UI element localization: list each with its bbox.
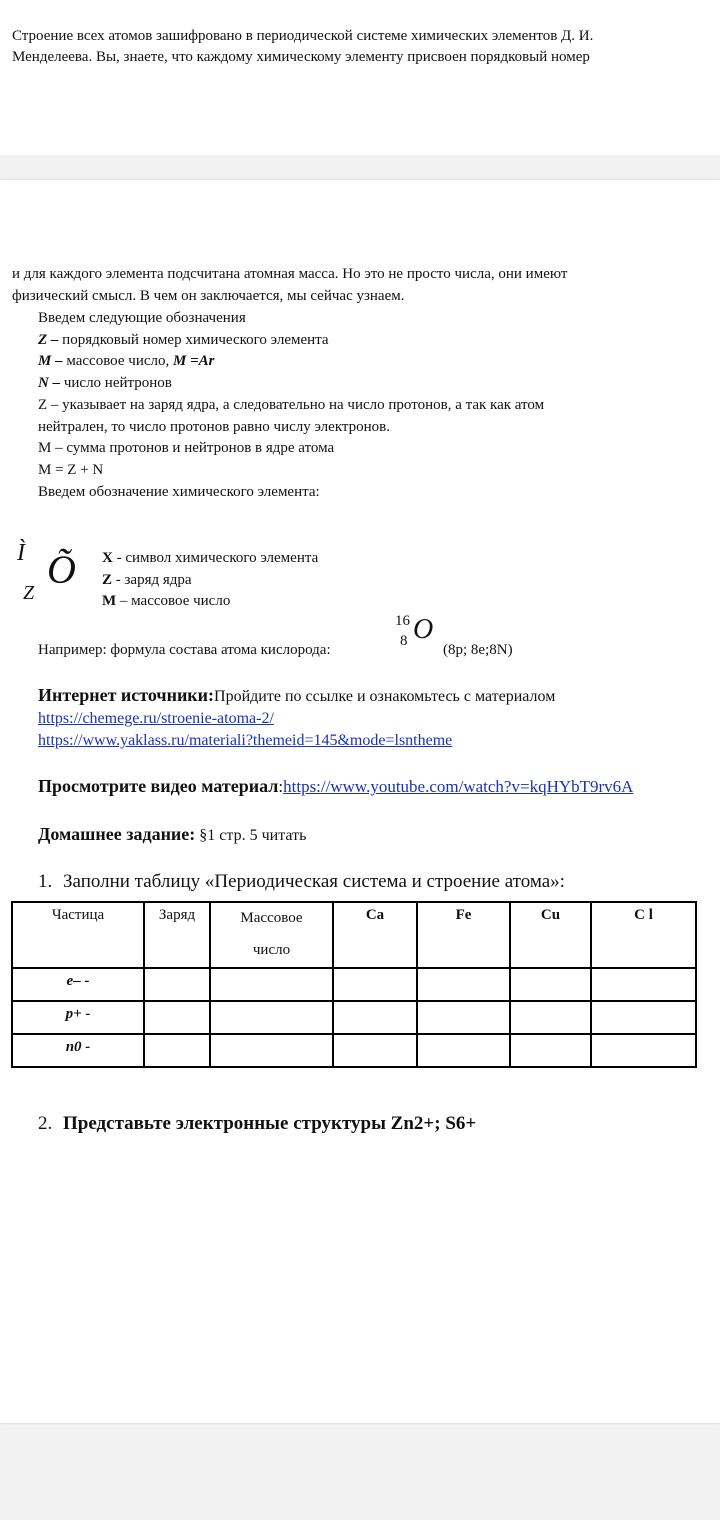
link-line: [38, 709, 274, 729]
video-line: [38, 776, 633, 797]
n-symbol: N –: [38, 375, 61, 391]
table-cell[interactable]: [333, 1034, 417, 1067]
table-cell[interactable]: [417, 968, 510, 1001]
header-cl: C l: [591, 902, 696, 968]
m-symbol: M –: [38, 353, 63, 369]
homework-label: Домашнее задание:: [38, 824, 196, 844]
header-particle: Частица: [12, 902, 144, 968]
table-cell[interactable]: [210, 968, 333, 1001]
internet-label: Интернет источники:: [38, 685, 215, 705]
header-charge: Заряд: [144, 902, 210, 968]
mass-symbol: Ì: [17, 540, 25, 566]
legend-text: – массовое число: [116, 593, 231, 609]
table-cell[interactable]: [417, 1034, 510, 1067]
legend-text: - символ химического элемента: [112, 550, 319, 566]
document-page-2: [0, 180, 720, 1423]
text-line: физический смысл. В чем он заключается, мы сейчас узнаем.: [12, 288, 405, 304]
row-label: n0 -: [12, 1034, 144, 1067]
legend-x: [102, 548, 318, 568]
table-header-row: [12, 902, 696, 968]
formula-line: M = Z + N: [38, 462, 104, 478]
example-mass: 16: [395, 613, 410, 629]
table-row: [12, 968, 696, 1001]
text-line: Z – указывает на заряд ядра, а следовательно на число протонов, а так как атом: [38, 397, 545, 413]
task-2: [38, 1112, 476, 1136]
table-cell[interactable]: [333, 968, 417, 1001]
legend-symbol: M: [102, 593, 117, 609]
video-label: Просмотрите видео материал: [38, 776, 279, 796]
table-cell[interactable]: [210, 1001, 333, 1034]
table-cell[interactable]: [144, 968, 210, 1001]
legend-m: [102, 591, 230, 611]
header-cu: Cu: [510, 902, 591, 968]
row-label: p+ -: [12, 1001, 144, 1034]
link-youtube[interactable]: https://www.youtube.com/watch?v=kqHYbT9rv6A: [283, 777, 634, 796]
table-cell[interactable]: [591, 1034, 696, 1067]
link-chemege[interactable]: https://chemege.ru/stroenie-atoma-2/: [38, 710, 274, 727]
definition-z: [38, 330, 329, 350]
legend-z: [102, 570, 192, 590]
table-cell[interactable]: [591, 1001, 696, 1034]
task-1-number: 1.: [38, 871, 53, 892]
definition-m: [38, 351, 214, 371]
row-label: e– -: [12, 968, 144, 1001]
internet-sources: [38, 685, 555, 707]
table-cell[interactable]: [144, 1034, 210, 1067]
example-symbol: O: [413, 614, 434, 645]
charge-symbol: Z: [23, 582, 35, 604]
homework-text: §1 стр. 5 читать: [195, 827, 307, 844]
text-line: Менделеева. Вы, знаете, что каждому химическому элементу присвоен порядковый номер: [12, 49, 590, 65]
video-colon: :: [278, 777, 284, 796]
text-line: M – сумма протонов и нейтронов в ядре атома: [38, 440, 335, 456]
example-text: Например: формула состава атома кислорода:: [38, 642, 331, 658]
header-mass-line2: число: [252, 942, 291, 958]
element-symbol: Õ: [47, 547, 76, 592]
text-line: нейтрален, то число протонов равно числу электронов.: [38, 419, 391, 435]
example-charge: 8: [400, 633, 408, 649]
task-1: [38, 870, 565, 894]
header-fe: Fe: [417, 902, 510, 968]
link-yaklass[interactable]: https://www.yaklass.ru/materiali?themeid=145&mode=lsntheme: [38, 732, 453, 749]
homework-line: [38, 824, 306, 846]
table-row: [12, 1001, 696, 1034]
task-2-number: 2.: [38, 1113, 53, 1134]
table-cell[interactable]: [417, 1001, 510, 1034]
table-cell[interactable]: [510, 968, 591, 1001]
table-cell[interactable]: [333, 1001, 417, 1034]
definition-n: [38, 373, 172, 393]
header-mass-line1: Массовое: [240, 910, 303, 926]
task-2-text: Представьте электронные структуры Zn2+; S6+: [63, 1113, 477, 1134]
z-text: порядковый номер химического элемента: [58, 332, 329, 348]
table-cell[interactable]: [591, 968, 696, 1001]
header-mass: [210, 902, 333, 968]
legend-symbol: Z: [102, 572, 113, 588]
atom-table: [11, 901, 697, 1068]
table-cell[interactable]: [510, 1034, 591, 1067]
text-line: Введем следующие обозначения: [38, 310, 246, 326]
header-ca: Ca: [333, 902, 417, 968]
text-line: и для каждого элемента подсчитана атомная масса. Но это не просто числа, они имеют: [12, 266, 568, 282]
z-symbol: Z –: [38, 332, 59, 348]
example-parts: (8p; 8e;8N): [443, 642, 513, 658]
legend-text: - заряд ядра: [112, 572, 192, 588]
table-cell[interactable]: [210, 1034, 333, 1067]
m-equation: M =Ar: [173, 353, 215, 369]
legend-symbol: X: [102, 550, 113, 566]
table-cell[interactable]: [510, 1001, 591, 1034]
text-line: Введем обозначение химического элемента:: [38, 484, 320, 500]
table-cell[interactable]: [144, 1001, 210, 1034]
text-line: Строение всех атомов зашифровано в периодической системе химических элементов Д. И.: [12, 28, 594, 44]
task-1-text: Заполни таблицу «Периодическая система и строение атома»:: [63, 871, 565, 892]
n-text: число нейтронов: [60, 375, 172, 391]
m-text: массовое число,: [62, 353, 173, 369]
internet-text: Пройдите по ссылке и ознакомьтесь с материалом: [214, 688, 556, 705]
link-line: [38, 731, 452, 751]
table-row: [12, 1034, 696, 1067]
document-page-1: [0, 0, 720, 155]
